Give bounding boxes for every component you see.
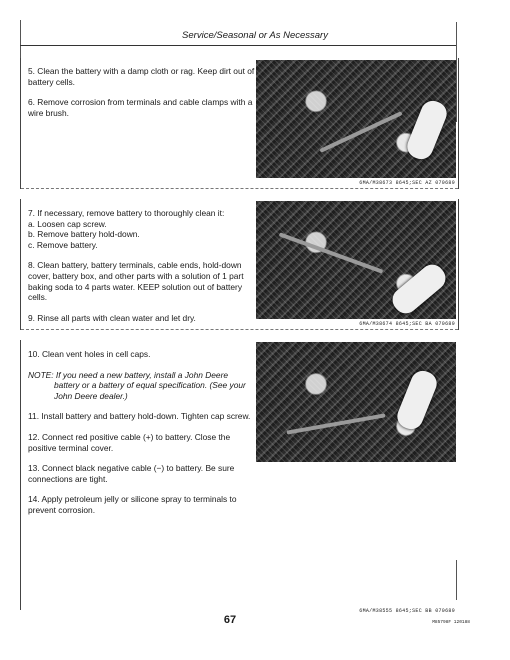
battery-photo: [256, 201, 456, 319]
instruction-text: [28, 66, 256, 128]
step-8: 8. Clean battery, battery terminals, cable ends, hold-down cover, battery box, and other parts with a solution of 1 part baking soda to 4 parts water. KEEP solution out of battery cells.: [28, 260, 244, 303]
step-7: 7. If necessary, remove battery to thoroughly clean it:: [28, 208, 225, 218]
note-label: NOTE:: [28, 369, 54, 380]
step-12: 12. Connect red positive cable (+) to battery. Close the positive terminal cover.: [28, 431, 231, 453]
step-9: 9. Rinse all parts with clean water and let dry.: [28, 312, 196, 323]
instruction-text: [28, 349, 256, 526]
page-code: M85798F 120188: [432, 620, 470, 625]
instruction-section-3: [20, 340, 458, 614]
photo-caption: 6MA/M38674 8645;SEC BA 070689: [359, 321, 455, 327]
instruction-section-1: [20, 58, 459, 189]
instruction-section-2: [20, 199, 459, 330]
instruction-text: [28, 208, 256, 333]
step-11: 11. Install battery and battery hold-down. Tighten cap screw.: [28, 411, 251, 422]
note-text-cont: battery or a battery of equal specification. (See your John Deere dealer.): [54, 380, 246, 401]
page-header: Service/Seasonal or As Necessary: [182, 30, 328, 41]
header-divider: [20, 45, 456, 46]
page-number: 67: [223, 614, 237, 626]
step-5: 5. Clean the battery with a damp cloth or rag. Keep dirt out of battery cells.: [28, 66, 255, 87]
note: [28, 370, 256, 402]
step-10: 10. Clean vent holes in cell caps.: [28, 349, 151, 359]
step-7c: c. Remove battery.: [28, 239, 98, 250]
photo-caption: 6MA/M38555 8645;SEC BB 070689: [359, 608, 455, 614]
step-14: 14. Apply petroleum jelly or silicone spray to terminals to prevent corrosion.: [28, 494, 237, 515]
battery-photo: [256, 60, 456, 178]
photo-caption: 6MA/M38673 8645;SEC AZ 070689: [359, 180, 455, 186]
step-13: 13. Connect black negative cable (−) to battery. Be sure connections are tight.: [28, 463, 235, 484]
battery-photo: [256, 342, 456, 462]
note-text: If you need a new battery, install a John Deere: [55, 369, 229, 380]
step-7a: a. Loosen cap screw.: [28, 218, 107, 229]
margin-rule: [456, 560, 457, 600]
step-6: 6. Remove corrosion from terminals and cable clamps with a wire brush.: [28, 97, 253, 118]
step-7b: b. Remove battery hold-down.: [28, 229, 140, 240]
